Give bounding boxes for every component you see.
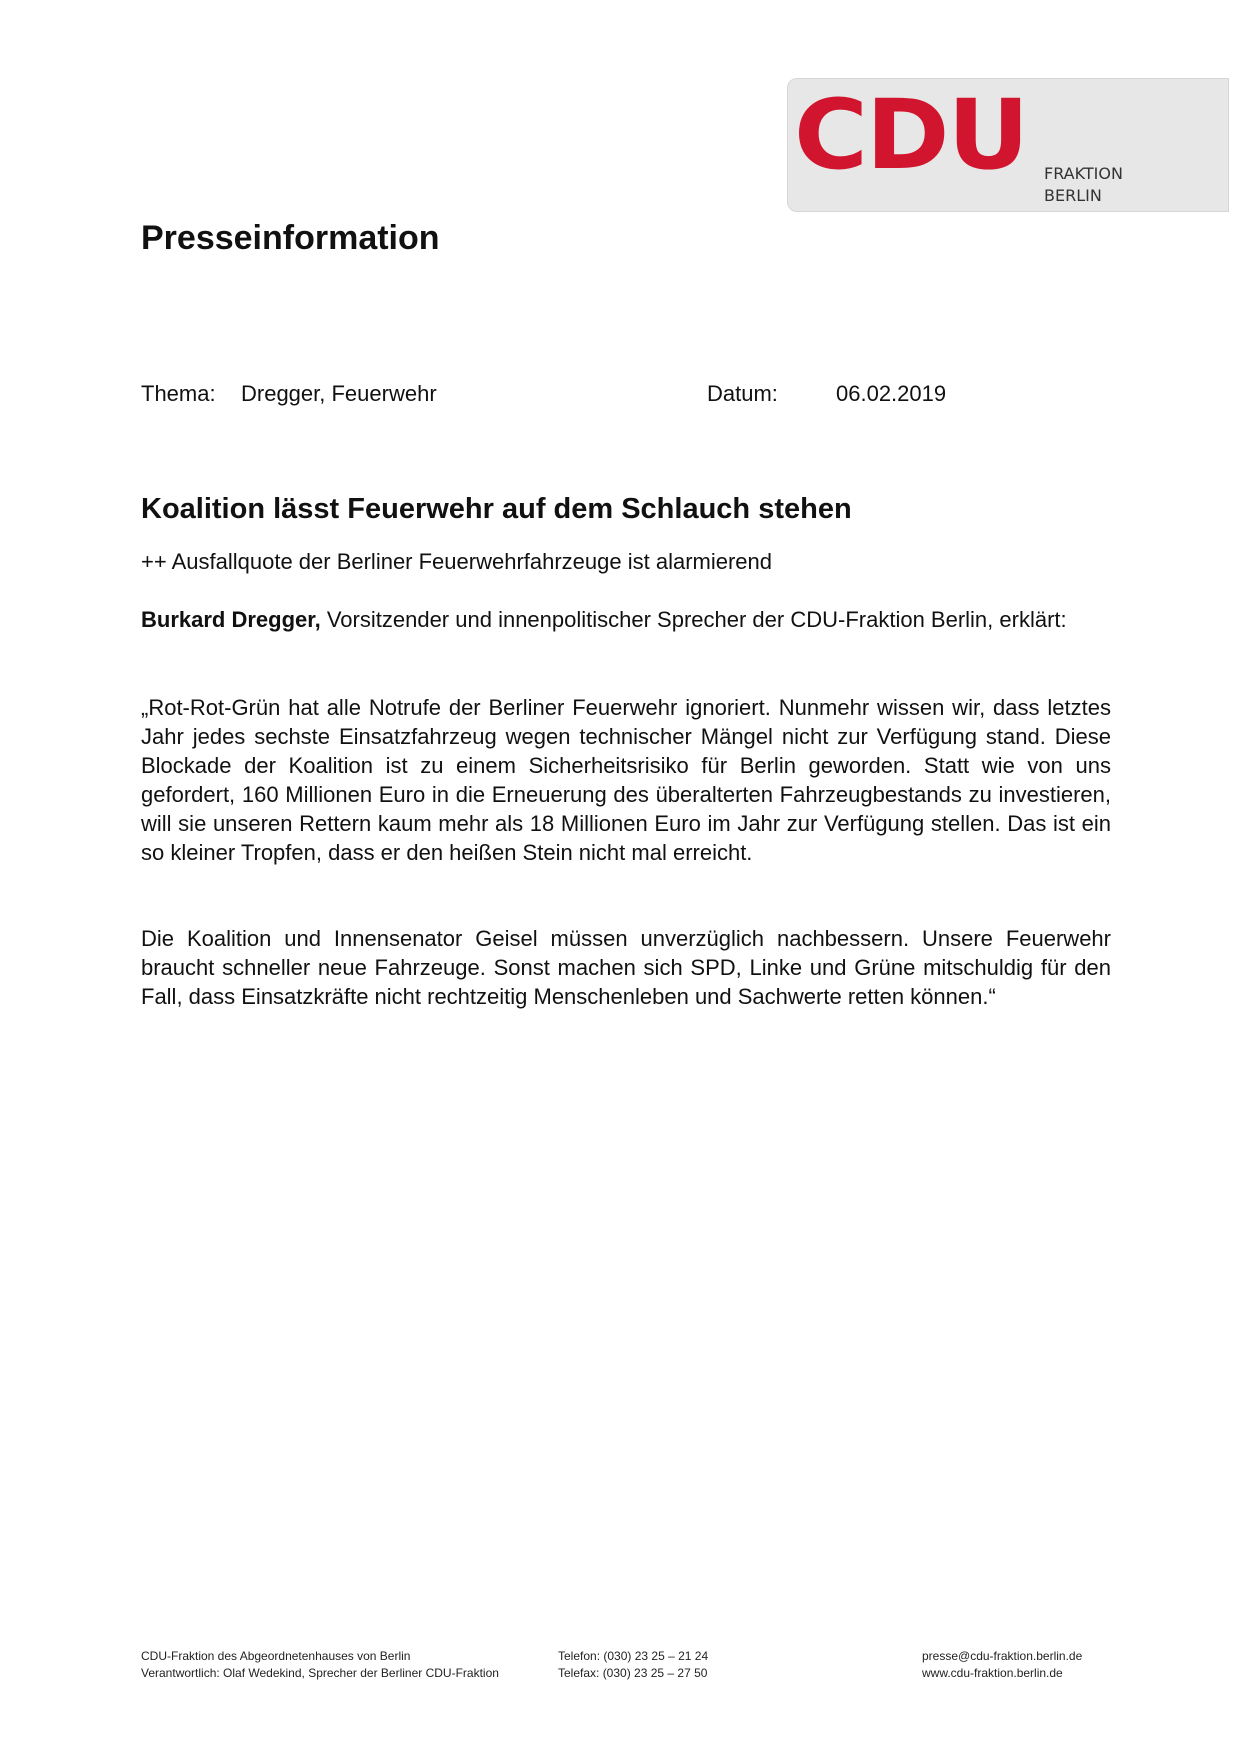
headline: Koalition lässt Feuerwehr auf dem Schlauch stehen [141,493,852,525]
logo-subtitle-line1: FRAKTION [1044,164,1123,183]
speaker-intro [141,605,1111,634]
footer-contact-block [558,1648,708,1682]
footer-org-block [141,1648,499,1682]
quote-paragraph-2: Die Koalition und Innensenator Geisel müssen unverzüglich nachbessern. Unsere Feuerwehr braucht schneller neue Fahrzeuge. Sonst machen sich SPD, Linke und Grüne mitschuldig für den Fall, dass Einsatzkräfte nicht rechtzeitig Menschenleben und Sachwerte retten können.“ [141,926,1111,1009]
speaker-role: Vorsitzender und innenpolitischer Sprecher der CDU-Fraktion Berlin, erklärt: [320,607,1067,632]
quote-paragraph-1: „Rot-Rot-Grün hat alle Notrufe der Berliner Feuerwehr ignoriert. Nunmehr wissen wir, dass letztes Jahr jedes sechste Einsatzfahrzeug wegen technischer Mängel nicht zur Verfügung stand. Diese Blockade der Koalition ist zu einem Sicherheitsrisiko für Berlin geworden. Statt wie von uns gefordert, 160 Millionen Euro in die Erneuerung des überalterten Fahrzeugbestands zu investieren, will sie unseren Rettern kaum mehr als 18 Millionen Euro im Jahr zur Verfügung stellen. Das ist ein so kleiner Tropfen, dass er den heißen Stein nicht mal erreicht. [141,695,1111,865]
footer-website[interactable]: www.cdu-fraktion.berlin.de [922,1666,1063,1680]
page-title: Presseinformation [141,219,440,257]
footer-email[interactable]: presse@cdu-fraktion.berlin.de [922,1649,1083,1663]
footer-phone: Telefon: (030) 23 25 – 21 24 [558,1649,709,1663]
footer-web-block [922,1648,1082,1682]
datum-value: 06.02.2019 [836,381,947,406]
subline: ++ Ausfallquote der Berliner Feuerwehrfahrzeuge ist alarmierend [141,549,773,574]
logo-subtitle-line2: BERLIN [1044,186,1102,205]
cdu-logo [787,78,1229,212]
logo-subtitle [1044,163,1123,207]
footer-org: CDU-Fraktion des Abgeordnetenhauses von Berlin [141,1649,411,1663]
speaker-name: Burkard Dregger, [141,607,321,632]
footer-fax: Telefax: (030) 23 25 – 27 50 [558,1666,708,1680]
footer-responsible: Verantwortlich: Olaf Wedekind, Sprecher der Berliner CDU-Fraktion [141,1666,499,1680]
thema-label: Thema: [141,381,216,406]
thema-value: Dregger, Feuerwehr [241,381,437,406]
logo-wordmark: CDU [794,79,1028,191]
datum-label: Datum: [707,381,778,406]
